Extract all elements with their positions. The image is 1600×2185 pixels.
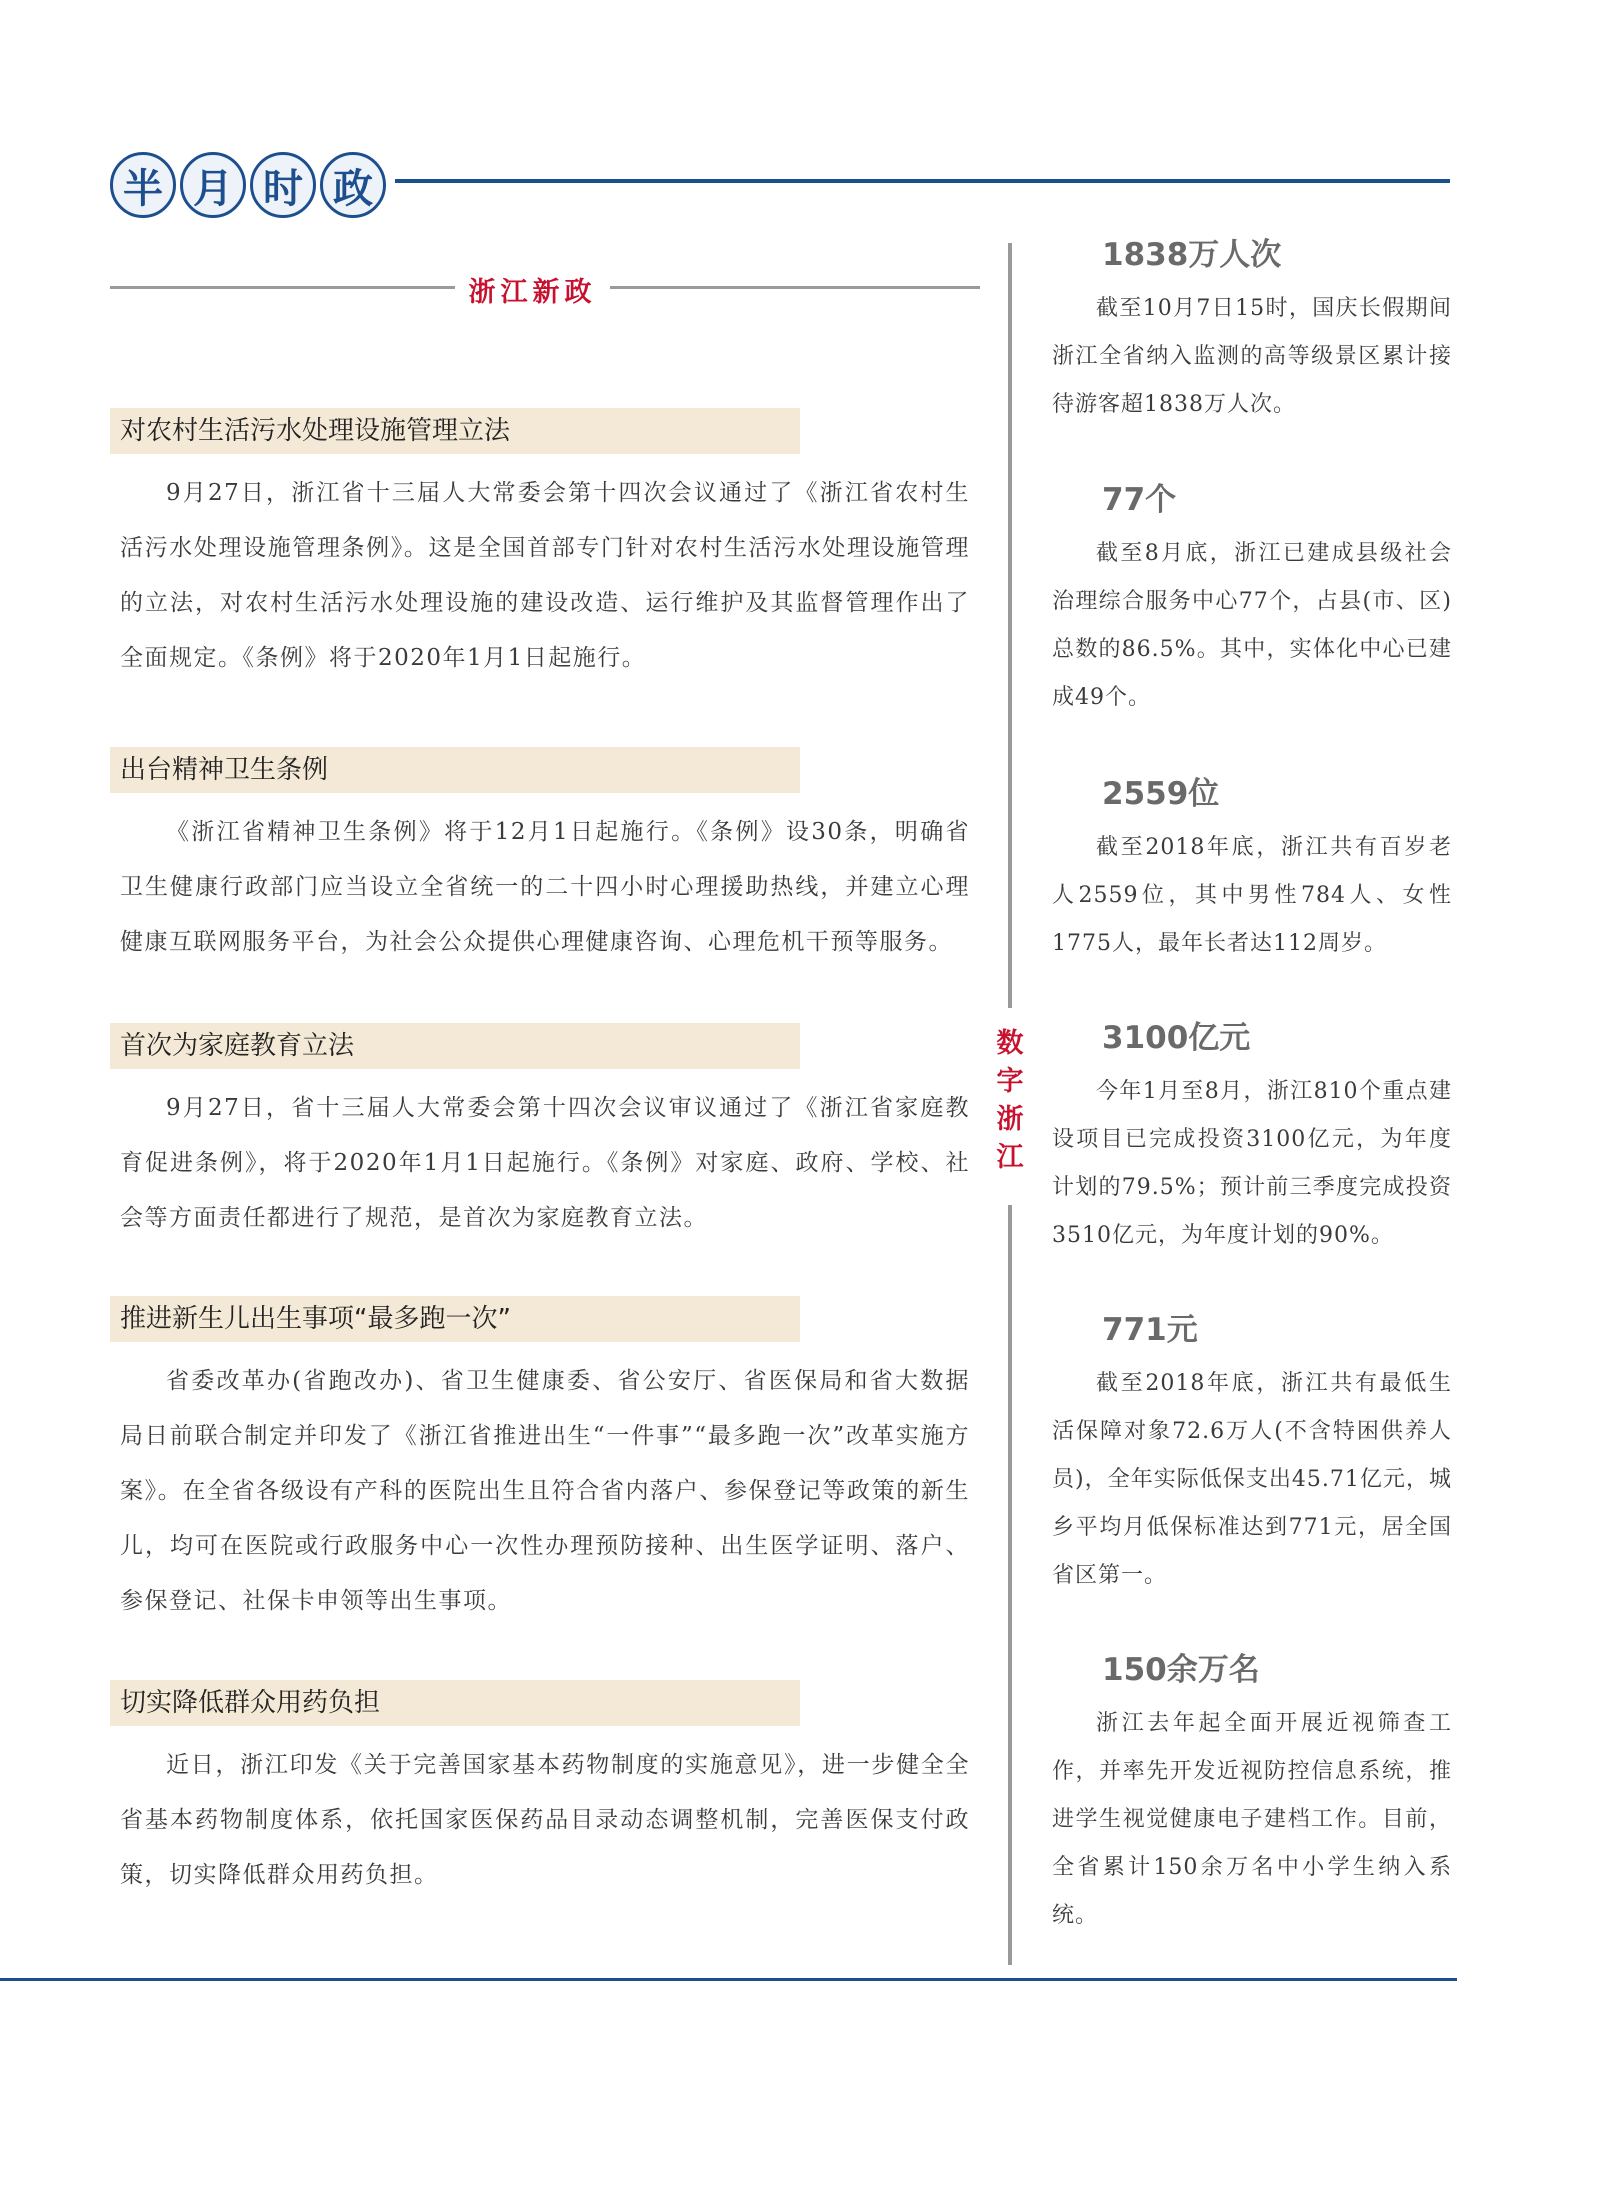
section-title-vertical: 数字浙江	[996, 1028, 1024, 1173]
article-body: 9月27日，浙江省十三届人大常委会第十四次会议通过了《浙江省农村生活污水处理设施管理条例》。这是全国首部专门针对农村生活污水处理设施管理的立法，对农村生活污水处理设施的建设改造、运行维护及其监督管理作出了全面规定。《条例》将于2020年1月1日起施行。	[120, 480, 970, 671]
stat-body: 截至2018年底，浙江共有百岁老人2559位，其中男性784人、女性1775人，最年长者达112周岁。	[1052, 835, 1452, 956]
footer-rule	[0, 1978, 1457, 1981]
stat-item	[1052, 1648, 1452, 1940]
stat-body: 截至10月7日15时，国庆长假期间浙江全省纳入监测的高等级景区累计接待游客超1838万人次。	[1052, 296, 1452, 417]
stat-body: 截至2018年底，浙江共有最低生活保障对象72.6万人(不含特困供养人员)，全年实际低保支出45.71亿元，城乡平均月低保标准达到771元，居全国省区第一。	[1052, 1371, 1452, 1588]
stat-item	[1052, 772, 1452, 968]
article-heading: 对农村生活污水处理设施管理立法	[110, 408, 800, 454]
stat-figure: 77个	[1102, 482, 1177, 518]
article-body: 9月27日，省十三届人大常委会第十四次会议审议通过了《浙江省家庭教育促进条例》，将于2020年1月1日起施行。《条例》对家庭、政府、学校、社会等方面责任都进行了规范，是首次为家庭教育立法。	[120, 1095, 970, 1231]
masthead-char: 政	[320, 152, 386, 218]
stat-item	[1052, 478, 1452, 722]
article-heading: 出台精神卫生条例	[110, 747, 800, 793]
article-heading: 切实降低群众用药负担	[110, 1680, 800, 1726]
stat-figure: 3100亿元	[1102, 1020, 1251, 1056]
stat-figure: 771元	[1102, 1312, 1198, 1348]
stat-body: 浙江去年起全面开展近视筛查工作，并率先开发近视防控信息系统，推进学生视觉健康电子建档工作。目前，全省累计150余万名中小学生纳入系统。	[1052, 1711, 1452, 1928]
section-rule-left	[110, 286, 455, 289]
masthead	[110, 152, 386, 222]
stat-item	[1052, 1308, 1452, 1600]
article	[110, 747, 980, 970]
column-divider	[1008, 1205, 1012, 1965]
stat-item	[1052, 1016, 1452, 1260]
section-title: 浙江新政	[468, 277, 597, 308]
article-body: 《浙江省精神卫生条例》将于12月1日起施行。《条例》设30条，明确省卫生健康行政部门应当设立全省统一的二十四小时心理援助热线，并建立心理健康互联网服务平台，为社会公众提供心理健康咨询、心理危机干预等服务。	[120, 819, 970, 955]
article	[110, 408, 980, 686]
article	[110, 1296, 980, 1629]
article-body: 省委改革办(省跑改办)、省卫生健康委、省公安厅、省医保局和省大数据局日前联合制定并印发了《浙江省推进出生“一件事”“最多跑一次”改革实施方案》。在全省各级设有产科的医院出生且符合省内落户、参保登记等政策的新生儿，均可在医院或行政服务中心一次性办理预防接种、出生医学证明、落户、参保登记、社保卡申领等出生事项。	[120, 1368, 970, 1614]
masthead-char: 月	[180, 152, 246, 218]
article-heading: 推进新生儿出生事项“最多跑一次”	[110, 1296, 800, 1342]
masthead-char: 半	[110, 152, 176, 218]
stat-figure: 150余万名	[1102, 1652, 1260, 1688]
masthead-char: 时	[250, 152, 316, 218]
article	[110, 1023, 980, 1246]
stat-body: 今年1月至8月，浙江810个重点建设项目已完成投资3100亿元，为年度计划的79.5%；预计前三季度完成投资3510亿元，为年度计划的90%。	[1052, 1079, 1452, 1248]
article	[110, 1680, 980, 1903]
article-heading: 首次为家庭教育立法	[110, 1023, 800, 1069]
stat-figure: 1838万人次	[1102, 237, 1282, 273]
stat-body: 截至8月底，浙江已建成县级社会治理综合服务中心77个，占县(市、区)总数的86.5%。其中，实体化中心已建成49个。	[1052, 541, 1452, 710]
article-body: 近日，浙江印发《关于完善国家基本药物制度的实施意见》，进一步健全全省基本药物制度体系，依托国家医保药品目录动态调整机制，完善医保支付政策，切实降低群众用药负担。	[120, 1752, 970, 1888]
section-rule-right	[610, 286, 980, 289]
stat-item	[1052, 233, 1452, 429]
column-divider	[1008, 243, 1012, 1008]
masthead-rule	[395, 179, 1450, 183]
stat-figure: 2559位	[1102, 776, 1220, 812]
